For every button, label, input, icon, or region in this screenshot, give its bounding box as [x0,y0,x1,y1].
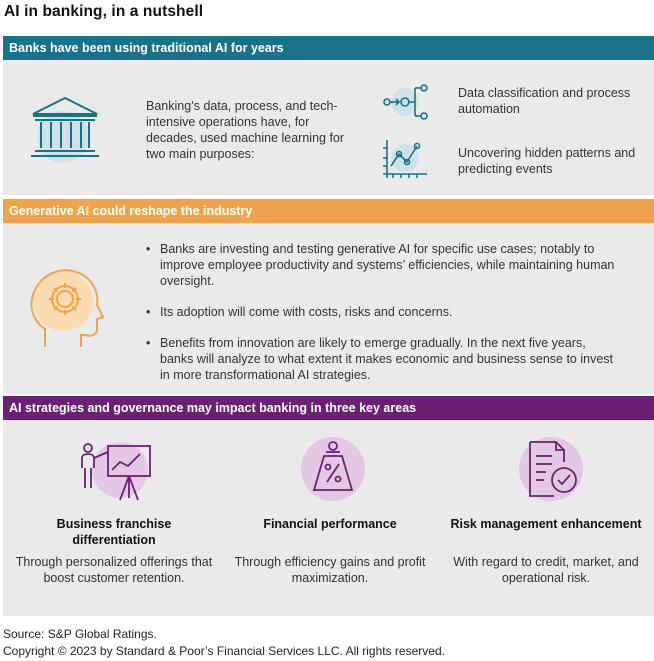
section3-header: AI strategies and governance may impact banking in three key areas [3,396,654,420]
purpose-patterns: Uncovering hidden patterns and predicting events [458,146,636,176]
section2-header: Generative AI could reshape the industry [3,199,654,223]
section2-bullet-list [146,241,616,398]
head-gear-icon [23,263,107,353]
section1-intro: Banking’s data, process, and tech-intensive operations have, for decades, used machine learning for two main purposes: [146,99,345,161]
area-title: Risk management enhancement [450,517,642,531]
bullet-item: • Its adoption will come with costs, risks and concerns. [146,304,616,320]
purpose-classification: Data classification and process automation [458,86,631,116]
section1-header: Banks have been using traditional AI for years [3,36,654,60]
section3-panel [3,420,654,616]
document-check-icon [516,434,586,506]
trend-chart-icon [381,136,431,184]
footer-copyright: Copyright © 2023 by Standard & Poor’s Financial Services LLC. All rights reserved. [3,644,445,658]
area-description: Through personalized offerings that boost customer retention. [15,555,213,585]
bullet-item: • Benefits from innovation are likely to emerge gradually. In the next five years, banks will analyze to what extent it makes economic and business sense to invest in more transformational AI strategies. [146,335,616,383]
area-title: Business franchise differentiation [56,517,172,547]
bullet-item: • Banks are investing and testing generative AI for specific use cases; notably to improve employee productivity and systems’ efficiencies, while maintaining human oversight. [146,241,616,289]
area-description: With regard to credit, market, and operational risk. [453,555,639,585]
presentation-icon [80,438,160,504]
area-title: Financial performance [263,517,397,531]
flow-icon [381,78,431,128]
section1-panel [3,60,654,195]
page-title: AI in banking, in a nutshell [4,3,204,20]
footer-source: Source: S&P Global Ratings. [3,627,157,641]
section2-panel [3,223,654,394]
area-description: Through efficiency gains and profit maximization. [234,555,426,585]
bank-icon [27,92,107,170]
percent-weight-icon [298,434,368,504]
